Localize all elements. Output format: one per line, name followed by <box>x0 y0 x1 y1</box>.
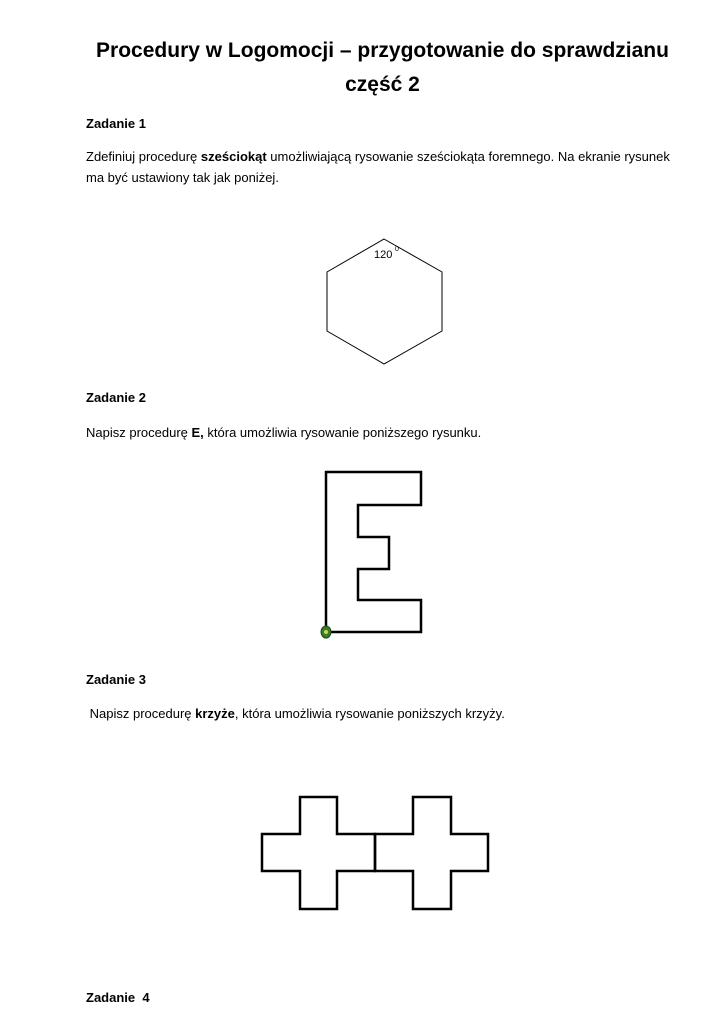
task-1-text-before: Zdefiniuj procedurę <box>86 149 201 164</box>
turtle-icon <box>321 626 331 638</box>
task-1-text-after: umożliwiającą rysowanie sześciokąta foremnego. Na ekranie rysunek ma być ustawiony tak jak poniżej. <box>86 149 670 185</box>
task-2-procedure-name: E, <box>191 425 204 440</box>
task-3-heading: Zadanie 3 <box>86 672 146 687</box>
document-subtitle: część 2 <box>345 73 420 96</box>
task-4-heading: Zadanie 4 <box>86 990 150 1005</box>
cross-right-figure <box>375 797 488 909</box>
task-2-text-after: która umożliwia rysowanie poniższego rysunku. <box>203 425 482 440</box>
letter-e-figure <box>326 472 421 632</box>
task-2-heading: Zadanie 2 <box>86 390 146 405</box>
task-3-procedure-name: krzyże <box>195 706 235 721</box>
task-3-text-before: Napisz procedurę <box>86 706 196 721</box>
task-1-procedure-name: sześciokąt <box>200 149 267 164</box>
cross-left-figure <box>262 797 375 909</box>
document-title: Procedury w Logomocji – przygotowanie do sprawdzianu <box>96 39 669 62</box>
task-2-text-before: Napisz procedurę <box>86 425 192 440</box>
task-3-text-after: , która umożliwia rysowanie poniższych krzyży. <box>234 706 505 721</box>
hexagon-angle-degree: 0 <box>395 246 399 253</box>
hexagon-angle-label: 120 <box>374 249 393 261</box>
task-1-heading: Zadanie 1 <box>86 116 146 131</box>
